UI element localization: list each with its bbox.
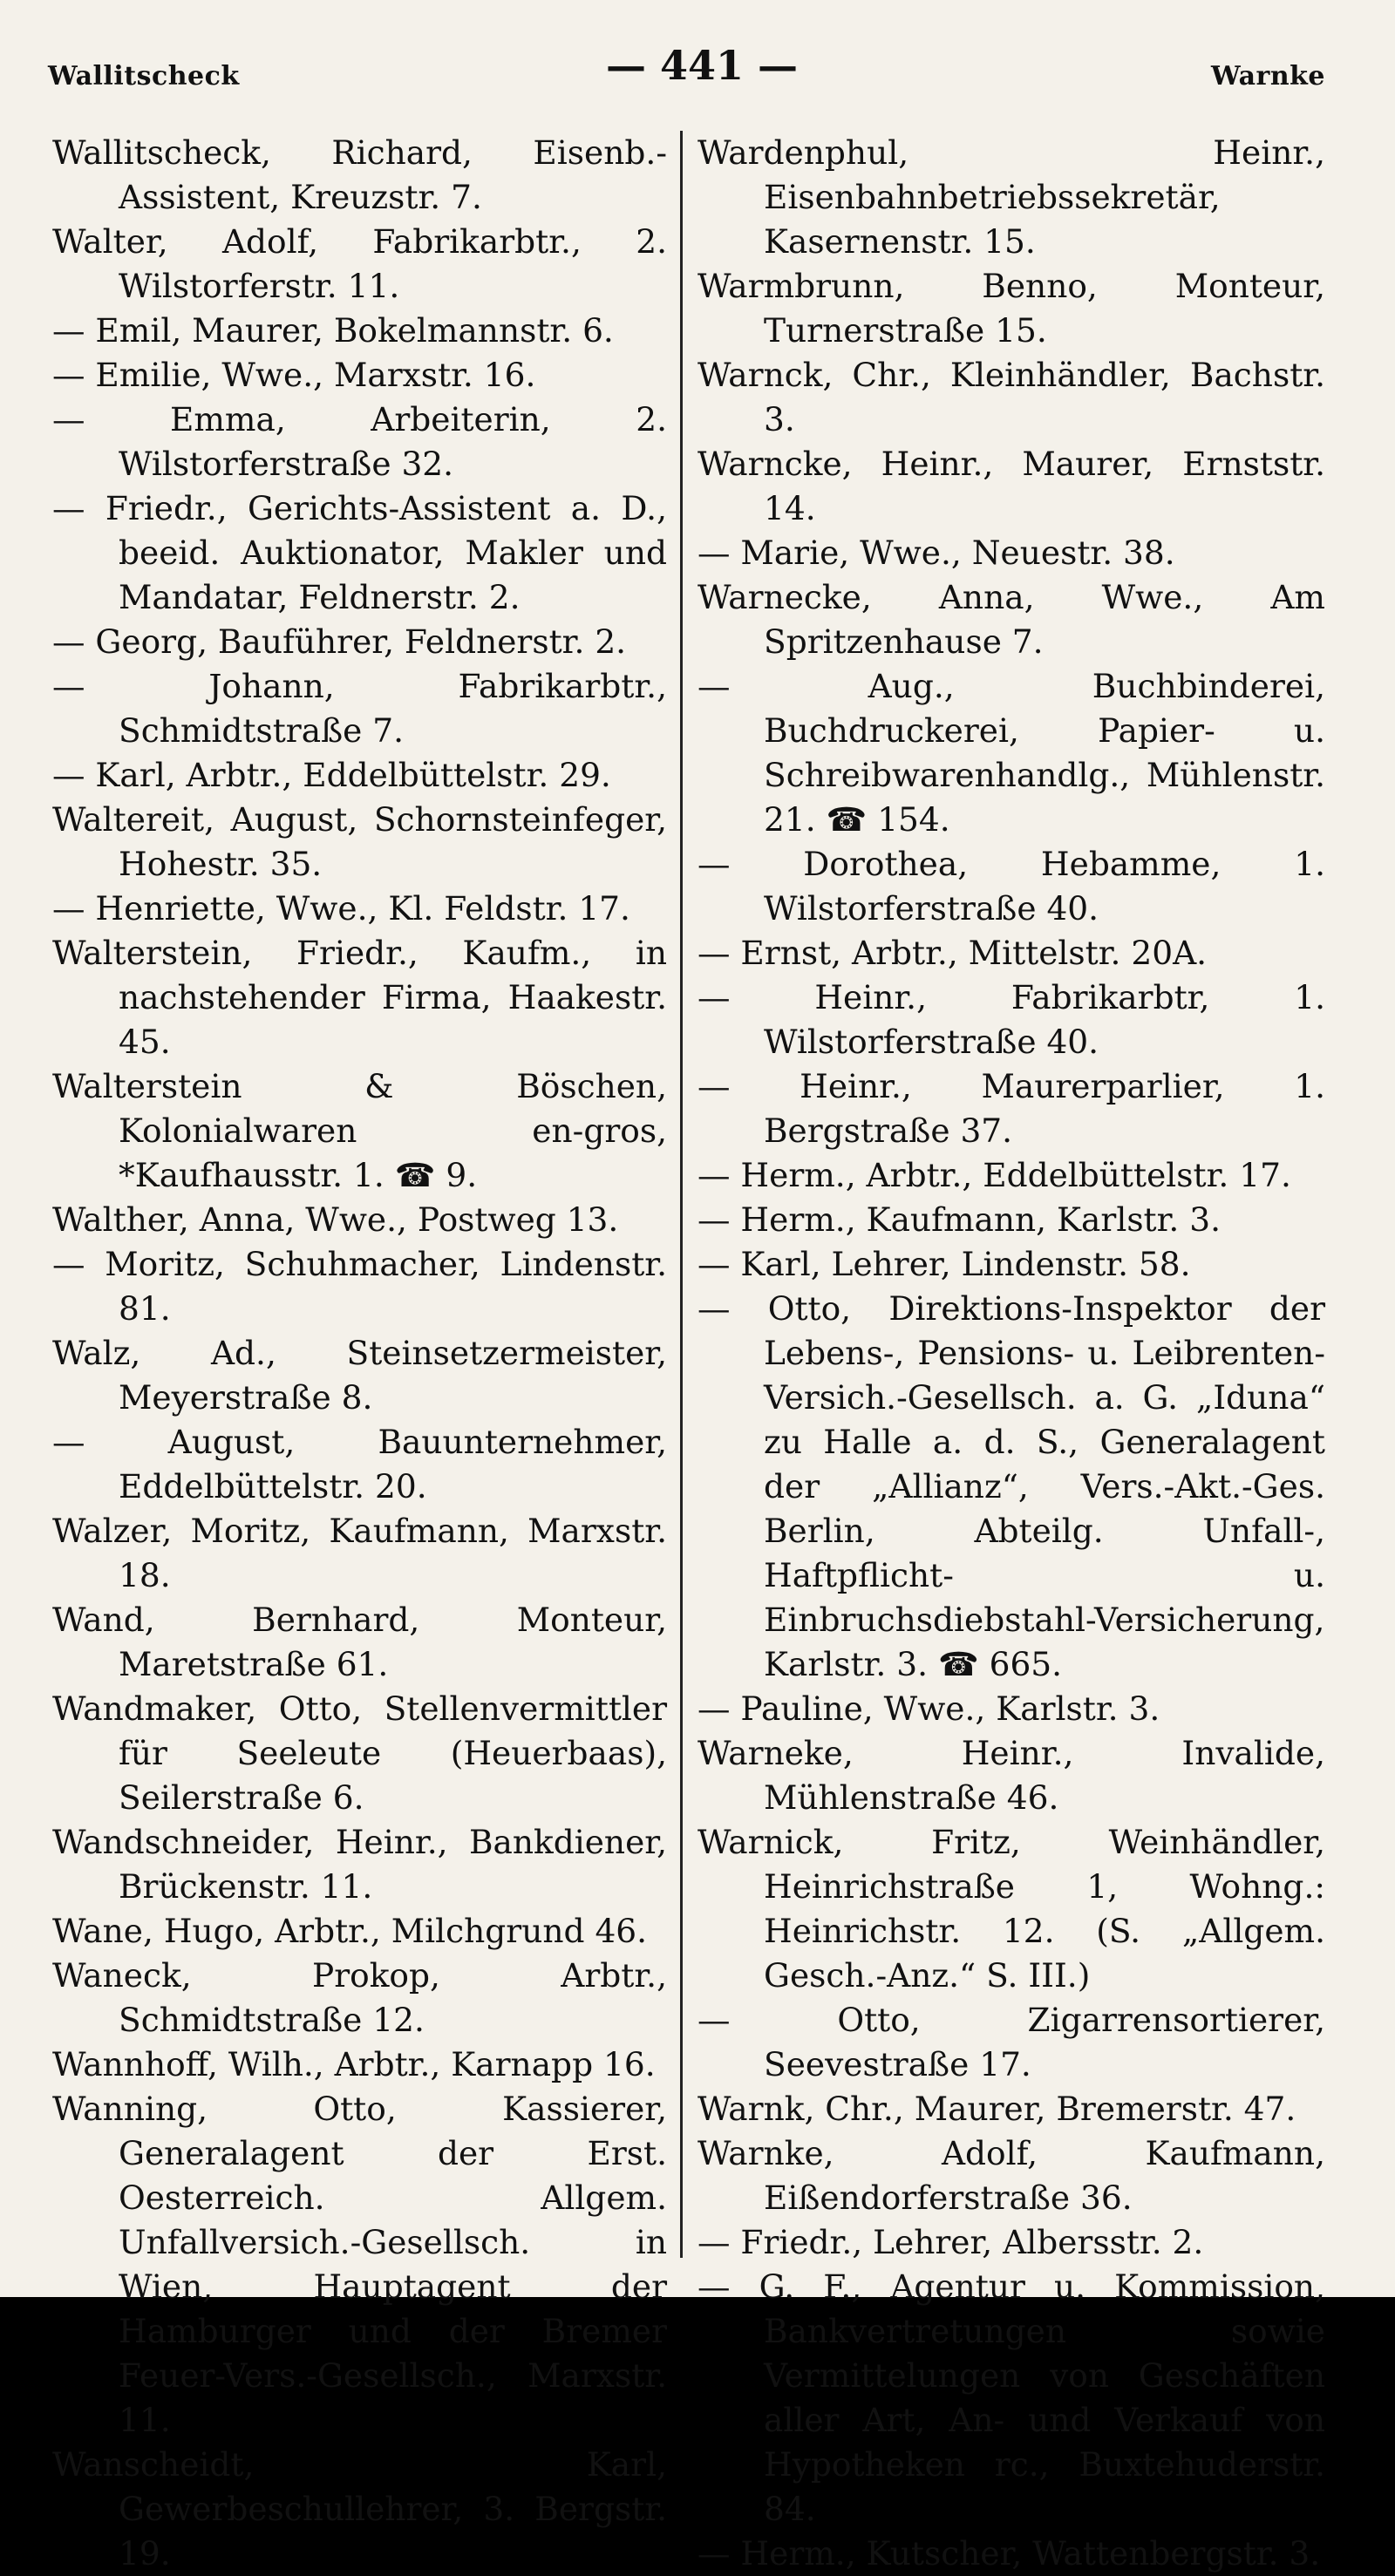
directory-entry: — August, Bauunternehmer, Eddelbüttelstr. 20.	[52, 1423, 667, 1505]
directory-entry: Wardenphul, Heinr., Eisenbahnbetriebssekretär, Kasernenstr. 15.	[698, 133, 1325, 261]
directory-entry: — Emil, Maurer, Bokelmannstr. 6.	[52, 311, 614, 350]
directory-entry: — Georg, Bauführer, Feldnerstr. 2.	[52, 622, 627, 661]
directory-entry: — Friedr., Gerichts-Assistent a. D., beeid. Auktionator, Makler und Mandatar, Feldnerstr. 2.	[52, 489, 667, 616]
directory-entry: — Heinr., Fabrikarbtr, 1. Wilstorferstraße 40.	[698, 978, 1325, 1061]
directory-entry: — Herm., Kutscher, Wattenbergstr. 3.	[698, 2534, 1321, 2573]
directory-entry: — Otto, Zigarrensortierer, Seevestraße 17.	[698, 2001, 1325, 2083]
header-last-entry: Warnke	[1210, 61, 1325, 92]
directory-entry: Warnck, Chr., Kleinhändler, Bachstr. 3.	[698, 356, 1325, 438]
directory-entry: Warnick, Fritz, Weinhändler, Heinrichstraße 1, Wohng.: Heinrichstr. 12. (S. „Allgem. Gesch.-Anz.“ S. III.)	[698, 1823, 1325, 1995]
directory-entry: — Henriette, Wwe., Kl. Feldstr. 17.	[52, 889, 630, 928]
directory-entry: Wanscheidt, Karl, Gewerbeschullehrer, 3. Bergstr. 19.	[52, 2445, 667, 2573]
directory-entry: Wandmaker, Otto, Stellenvermittler für Seeleute (Heuerbaas), Seilerstraße 6.	[52, 1689, 667, 1817]
directory-entry: Walz, Ad., Steinsetzermeister, Meyerstraße 8.	[52, 1334, 667, 1417]
directory-entry: Walterstein & Böschen, Kolonialwaren en-gros, *Kaufhausstr. 1. ☎ 9.	[52, 1067, 667, 1194]
directory-entry: — Herm., Kaufmann, Karlstr. 3.	[698, 1200, 1221, 1239]
directory-entry: Warnk, Chr., Maurer, Bremerstr. 47.	[698, 2090, 1296, 2128]
directory-entry: Waneck, Prokop, Arbtr., Schmidtstraße 12.	[52, 1956, 667, 2039]
directory-entry: — Ernst, Arbtr., Mittelstr. 20A.	[698, 934, 1208, 972]
right-column	[698, 131, 1325, 2576]
directory-entry: — Friedr., Lehrer, Albersstr. 2.	[698, 2223, 1204, 2261]
directory-entry: — Emma, Arbeiterin, 2. Wilstorferstraße 32.	[52, 400, 667, 483]
directory-entry: Walter, Adolf, Fabrikarbtr., 2. Wilstorferstr. 11.	[52, 222, 667, 305]
directory-entry: — Emilie, Wwe., Marxstr. 16.	[52, 356, 536, 394]
directory-entry: — Pauline, Wwe., Karlstr. 3.	[698, 1689, 1160, 1728]
directory-entry: — Dorothea, Hebamme, 1. Wilstorferstraße 40.	[698, 845, 1325, 928]
directory-entry: — Johann, Fabrikarbtr., Schmidtstraße 7.	[52, 667, 667, 750]
directory-entry: Waltereit, August, Schornsteinfeger, Hohestr. 35.	[52, 800, 667, 883]
column-divider	[680, 131, 683, 2258]
directory-entry: Walther, Anna, Wwe., Postweg 13.	[52, 1200, 619, 1239]
directory-entry: Walterstein, Friedr., Kaufm., in nachstehender Firma, Haakestr. 45.	[52, 934, 667, 1061]
left-column	[52, 131, 667, 2576]
directory-entry: Wannhoff, Wilh., Arbtr., Karnapp 16.	[52, 2045, 656, 2083]
page-header	[48, 42, 1325, 94]
directory-entry: — Karl, Arbtr., Eddelbüttelstr. 29.	[52, 756, 611, 794]
directory-entry: Walzer, Moritz, Kaufmann, Marxstr. 18.	[52, 1512, 667, 1594]
directory-entry: — Heinr., Maurerparlier, 1. Bergstraße 37.	[698, 1067, 1325, 1150]
directory-entry: — Otto, Direktions-Inspektor der Lebens-, Pensions- u. Leibrenten-Versich.-Gesellsch. a. G. „Iduna“ zu Halle a. d. S., Generalagent der „Allianz“, Vers.-Akt.-Ges. Berlin, Abteilg. Unfall-, Haftpflicht- u. Einbruchsdiebstahl-Versicherung, Karlstr. 3. ☎ 665.	[698, 1289, 1325, 1683]
directory-entry: — Herm., Arbtr., Eddelbüttelstr. 17.	[698, 1156, 1291, 1194]
directory-entry: Warncke, Heinr., Maurer, Ernststr. 14.	[698, 445, 1325, 527]
directory-entry: — Karl, Lehrer, Lindenstr. 58.	[698, 1245, 1191, 1283]
directory-entry: — Marie, Wwe., Neuestr. 38.	[698, 534, 1175, 572]
directory-entry: Wanning, Otto, Kassierer, Generalagent der Erst. Oesterreich. Allgem. Unfallversich.-Gesellsch. in Wien, Hauptagent der Hamburger und der Bremer Feuer-Vers.-Gesellsch., Marxstr. 11.	[52, 2090, 667, 2439]
directory-entry: Wallitscheck, Richard, Eisenb.-Assistent, Kreuzstr. 7.	[52, 133, 667, 216]
directory-entry: — Aug., Buchbinderei, Buchdruckerei, Papier- u. Schreibwarenhandlg., Mühlenstr. 21. ☎ 154.	[698, 667, 1325, 839]
directory-entry: Wandschneider, Heinr., Bankdiener, Brückenstr. 11.	[52, 1823, 667, 1906]
directory-entry: — Moritz, Schuhmacher, Lindenstr. 81.	[52, 1245, 667, 1328]
directory-entry: Wane, Hugo, Arbtr., Milchgrund 46.	[52, 1912, 648, 1950]
header-first-entry: Wallitscheck	[48, 61, 240, 92]
directory-entry: — G. F., Agentur u. Kommission, Bankvertretungen sowie Vermittelungen von Geschäften aller Art, An- und Verkauf von Hypotheken rc., Buxtehuderstr. 84.	[698, 2267, 1325, 2528]
directory-entry: Warneke, Heinr., Invalide, Mühlenstraße 46.	[698, 1734, 1325, 1817]
page-number: — 441 —	[605, 42, 799, 89]
directory-entry: Warnecke, Anna, Wwe., Am Spritzenhause 7.	[698, 578, 1325, 661]
directory-entry: Warmbrunn, Benno, Monteur, Turnerstraße 15.	[698, 267, 1325, 350]
directory-entry: Wand, Bernhard, Monteur, Maretstraße 61.	[52, 1601, 667, 1683]
directory-entry: Warnke, Adolf, Kaufmann, Eißendorferstraße 36.	[698, 2134, 1325, 2217]
